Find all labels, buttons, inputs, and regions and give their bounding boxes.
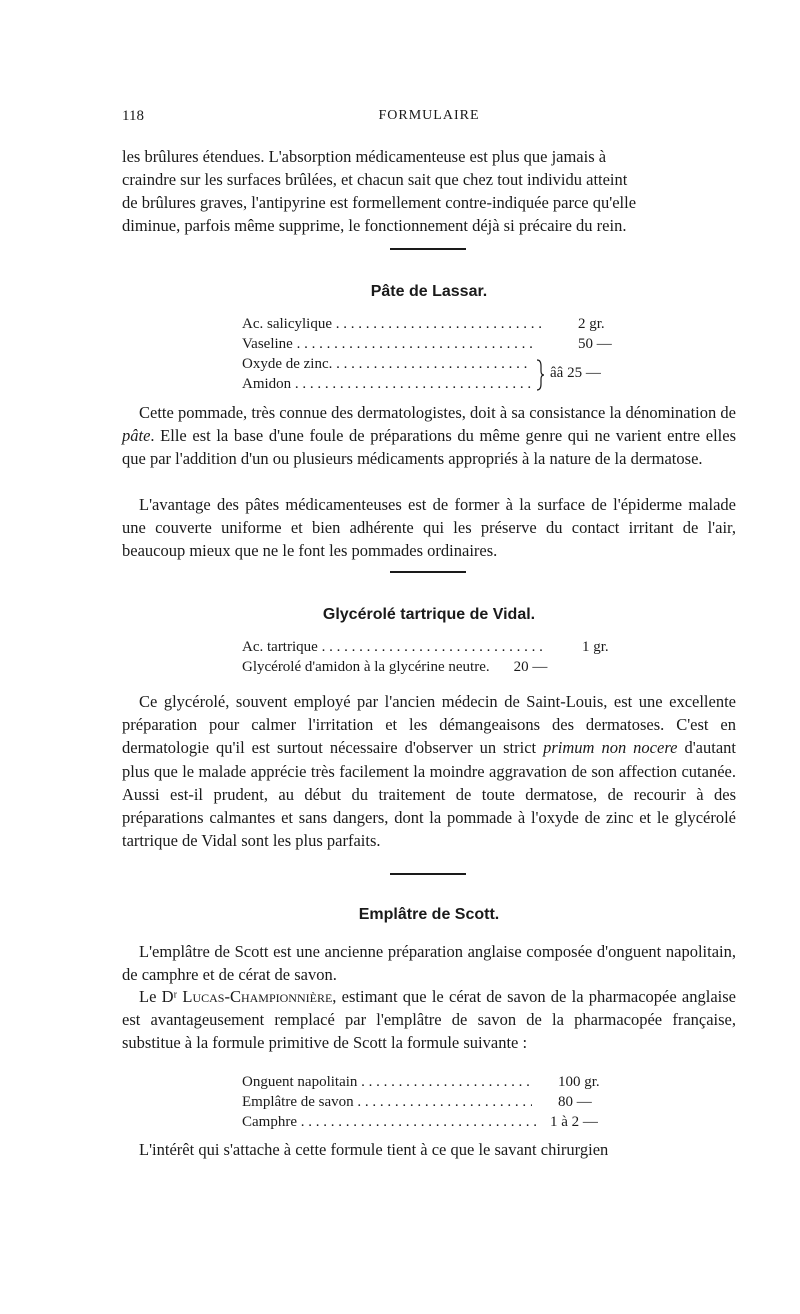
text-run: Ce glycérolé, souvent employé par l'ancien médecin de Saint-Louis, est une excellente préparation pour calmer l'irritation et les démangeaisons des dermatoses. C'est en dermatologie qu'il est surtout nécessaire d'observer un strict [122, 692, 736, 758]
ingredient-name: Amidon . . . [242, 374, 532, 394]
scott-paragraph-3: L'intérêt qui s'attache à cette formule tient à ce que le savant chirurgien [139, 1140, 609, 1159]
intro-line: craindre sur les surfaces brûlées, et chacun sait que chez tout individu atteint [122, 170, 628, 189]
formula-row [242, 374, 532, 394]
ingredient-qty: 100 gr. [558, 1074, 600, 1090]
ingredient-name: Onguent napolitain . . . [242, 1072, 532, 1092]
ingredient-name: Ac. salicylique . . . [242, 314, 542, 334]
page-number: 118 [122, 108, 144, 124]
intro-line: de brûlures graves, l'antipyrine est formellement contre-indiquée parce qu'elle [122, 193, 637, 212]
section-title-vidal: Glycérolé tartrique de Vidal. [322, 606, 536, 623]
formula-row [242, 1112, 598, 1132]
text-run: . Elle est la base d'une foule de préparations du même genre qui ne varient entre elles que par l'addition d'un ou plusieurs médicaments appropriés à la nature de la dermatose. [122, 426, 736, 469]
running-title: FORMULAIRE [378, 108, 480, 123]
text-run: , estimant que le cérat de savon de la pharmacopée anglaise est avantageusement remplacé par l'emplâtre de savon de la pharmacopée française, substitue à la formule primitive de Scott la formule suivante : [122, 987, 736, 1053]
intro-line: diminue, parfois même supprime, le fonctionnement déjà si précaire du rein. [122, 216, 627, 235]
formula-row [242, 1072, 600, 1092]
author-name: Lucas-Championnière [182, 987, 333, 1006]
intro-line: les brûlures étendues. L'absorption médicamenteuse est plus que jamais à [122, 147, 607, 166]
section-divider [390, 248, 466, 250]
vidal-paragraph [122, 690, 736, 852]
shared-qty: ââ 25 — [550, 365, 601, 381]
brace-icon [535, 358, 545, 392]
section-title-lassar: Pâte de Lassar. [370, 283, 488, 300]
section-divider [390, 571, 466, 573]
italic-term: pâte [122, 426, 151, 446]
formula-row [242, 354, 532, 374]
formula-row [242, 314, 605, 334]
text-run: d'autant plus que le malade apprécie très facilement la moindre aggravation de son affection cutanée. Aussi est-il prudent, au début du traitement de toute dermatose, de recourir à des préparations calmantes et sans dangers, dont la pommade à l'oxyde de zinc et le glycérolé tartrique de Vidal sont les plus parfaits. [122, 738, 736, 851]
lassar-paragraph-1 [122, 401, 736, 471]
text-run: Le Dʳ [139, 987, 183, 1006]
formula-row [242, 657, 547, 677]
section-divider [390, 873, 466, 875]
ingredient-name: Glycérolé d'amidon à la glycérine neutre. [242, 659, 490, 675]
ingredient-qty: 1 à 2 — [550, 1114, 598, 1130]
ingredient-name: Vaseline . . . [242, 334, 542, 354]
text-run: Cette pommade, très connue des dermatologistes, doit à sa consistance la dénomination de [139, 403, 736, 422]
ingredient-qty: 1 gr. [582, 639, 609, 655]
lassar-paragraph-2: L'avantage des pâtes médicamenteuses est de former à la surface de l'épiderme malade une couverte uniforme et bien adhérente qui les préserve du contact irritant de l'air, beaucoup mieux que ne le font les pommades ordinaires. [122, 495, 736, 561]
ingredient-qty: 20 — [513, 659, 548, 675]
section-title-scott: Emplâtre de Scott. [358, 906, 500, 923]
italic-term: primum non nocere [543, 738, 678, 758]
ingredient-qty: 2 gr. [578, 316, 605, 332]
ingredient-qty: 80 — [558, 1094, 592, 1110]
scott-paragraph-2 [122, 985, 736, 1055]
formula-row [242, 1092, 592, 1112]
page-header [122, 108, 736, 128]
ingredient-name: Ac. tartrique . . . [242, 637, 542, 657]
ingredient-name: Camphre . . . [242, 1112, 542, 1132]
formula-row [242, 637, 609, 657]
ingredient-name: Oxyde de zinc. . . . [242, 354, 532, 374]
formula-row [242, 334, 612, 354]
ingredient-name: Emplâtre de savon . . . [242, 1092, 532, 1112]
scott-paragraph-1: L'emplâtre de Scott est une ancienne préparation anglaise composée d'onguent napolitain, de camphre et de cérat de savon. [122, 942, 736, 985]
ingredient-qty: 50 — [578, 336, 612, 352]
